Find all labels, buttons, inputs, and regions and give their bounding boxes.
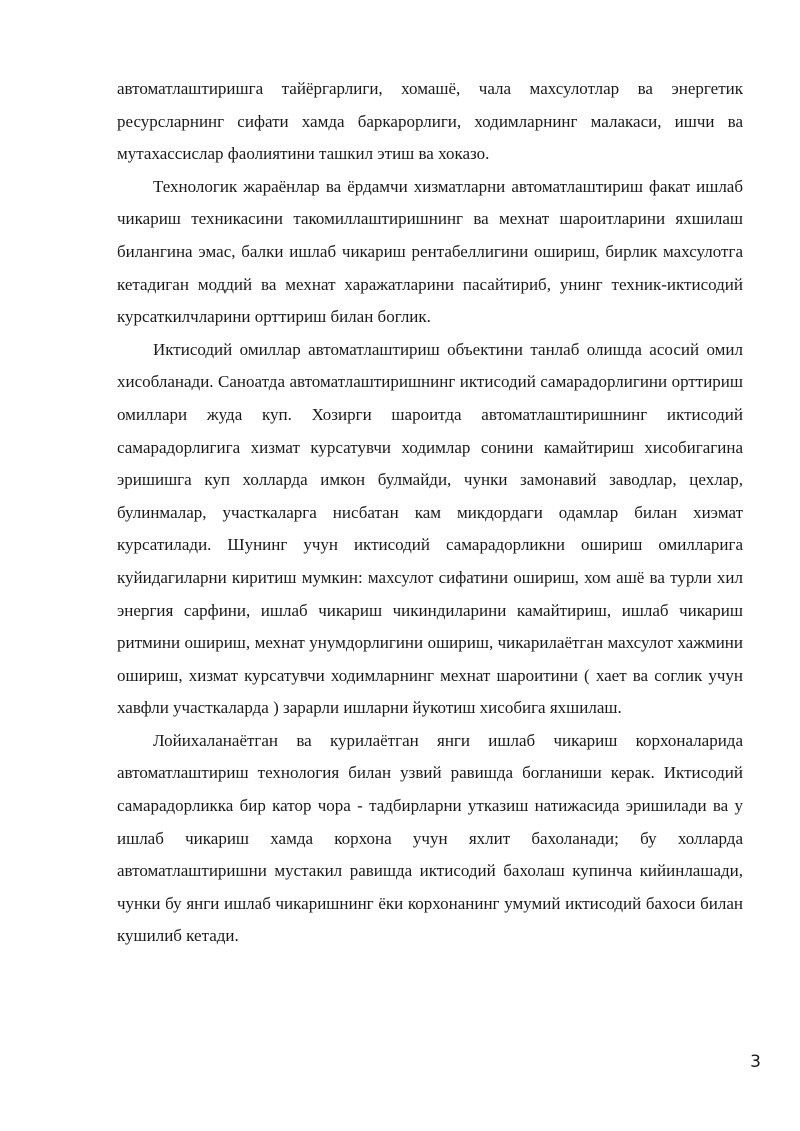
paragraph: Лойихаланаётган ва курилаётган янги ишлаб чикариш корхоналарида автоматлаштириш технология билан узвий равишда богланиши керак. Иктисодий самарадорликка бир катор чора - тадбирларни утказиш натижасида эришилади ва у ишлаб чикариш хамда корхона учун яхлит бахоланади; бу холларда автоматлаштиришни мустакил равишда иктисодий бахолаш купинча кийинлашади, чунки бу янги ишлаб чикаришнинг ёки корхонанинг умумий иктисодий бахоси билан кушилиб кетади. xyxy=(117,730,743,946)
paragraph: Технологик жараёнлар ва ёрдамчи хизматларни автоматлаштириш факат ишлаб чикариш техникасини такомиллаштиришнинг ва мехнат шароитларини яхшилаш билангина эмас, балки ишлаб чикариш рентабеллигини ошириш, бирлик махсулотга кетадиган моддий ва мехнат харажатларини пасайтириб, унинг техник-иктисодий курсаткилчларини орттириш билан боглик. xyxy=(117,176,743,327)
body-text xyxy=(117,73,743,953)
paragraph: Иктисодий омиллар автоматлаштириш объектини танлаб олишда асосий омил хисобланади. Саноатда автоматлаштиришнинг иктисодий самарадорлигини орттириш омиллари жуда куп. Хозирги шароитда автоматлаштиришнинг иктисодий самарадорлигига хизмат курсатувчи ходимлар сонини камайтириш хисобигагина эришишга куп холларда имкон булмайди, чунки замонавий заводлар, цехлар, булинмалар, участкаларга нисбатан кам микдордаги одамлар билан хиэмат курсатилади. Шунинг учун иктисодий самарадорликни ошириш омилларига куйидагиларни киритиш мумкин: махсулот сифатини ошириш, хом ашё ва турли хил энергия сарфини, ишлаб чикариш чикиндиларини камайтириш, ишлаб чикариш ритмини ошириш, мехнат унумдорлигини ошириш, чикарилаётган махсулот хажмини ошириш, хизмат курсатувчи ходимларнинг мехнат шароитини ( хает ва соглик учун хавфли участкаларда ) зарарли ишларни йукотиш хисобига яхшилаш. xyxy=(117,339,743,718)
paragraph-continued: автоматлаштиришга тайёргарлиги, хомашё, чала махсулотлар ва энергетик ресурсларнинг сифати хамда баркарорлиги, ходимларнинг малакаси, ишчи ва мутахассислар фаолиятини ташкил этиш ва хоказо. xyxy=(117,79,743,164)
page-number: 3 xyxy=(750,1052,761,1072)
